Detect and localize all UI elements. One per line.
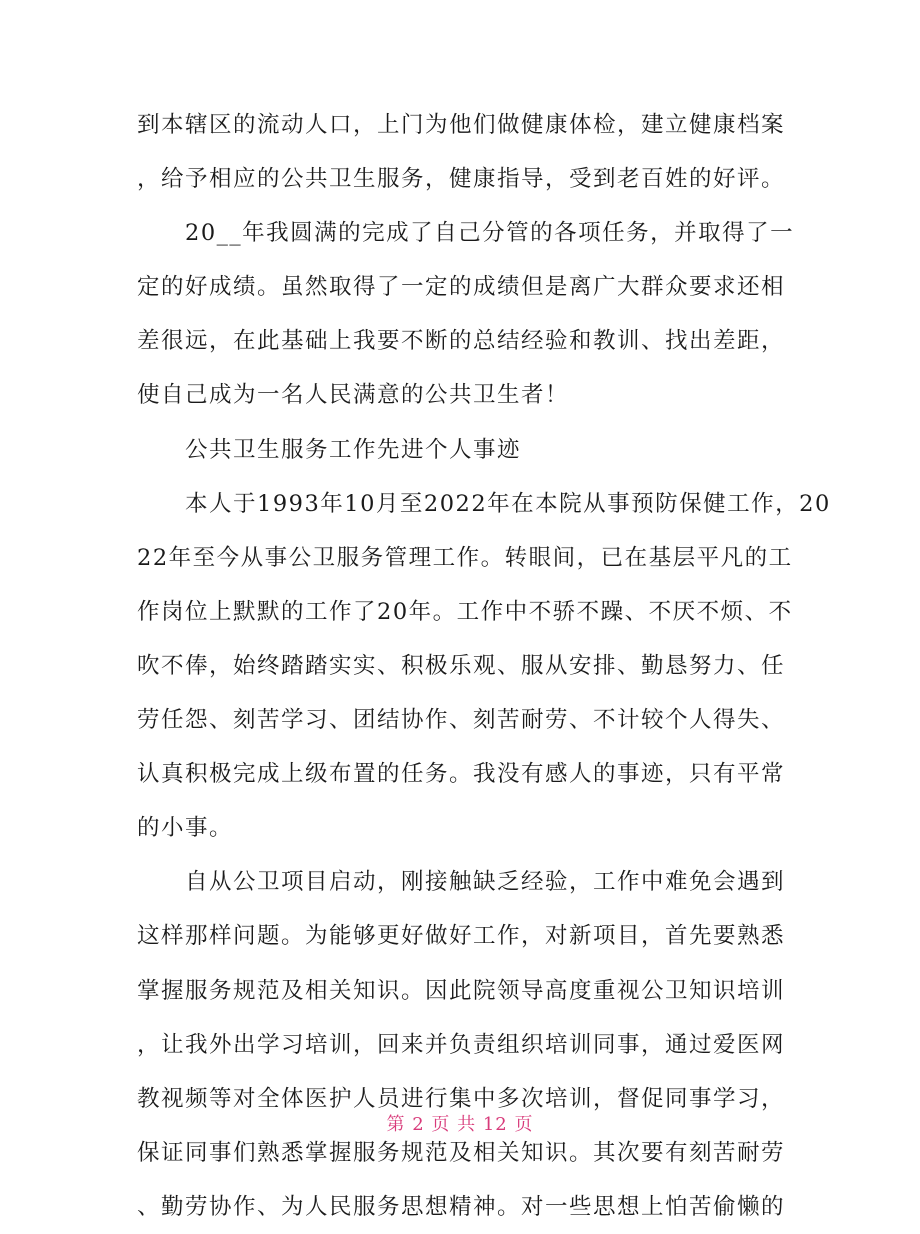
text-line-21: 、勤劳协作、为人民服务思想精神。对一些思想上怕苦偷懒的 (137, 1193, 786, 1220)
text-line-18: ，让我外出学习培训，回来并负责组织培训同事，通过爱医网 (137, 1031, 786, 1058)
text-line-10: 作岗位上默默的工作了20年。工作中不骄不躁、不厌不烦、不 (137, 598, 793, 625)
text-line-17: 掌握服务规范及相关知识。因此院领导高度重视公卫知识培训 (137, 977, 786, 1004)
text-line-1: 到本辖区的流动人口，上门为他们做健康体检，建立健康档案 (137, 112, 786, 138)
document-body (137, 98, 831, 1234)
text-line-12: 劳任怨、刻苦学习、团结协作、刻苦耐劳、不计较个人得失、 (137, 707, 786, 734)
text-line-8: 本人于1993年10月至2022年在本院从事预防保健工作，20 (137, 490, 831, 517)
text-line-14: 的小事。 (137, 815, 234, 842)
text-line-3: 20__年我圆满的完成了自己分管的各项任务，并取得了一 (137, 220, 795, 247)
text-line-5: 差很远，在此基础上我要不断的总结经验和教训、找出差距， (137, 328, 786, 355)
text-line-6: 使自己成为一名人民满意的公共卫生者！ (137, 382, 570, 409)
text-line-20: 保证同事们熟悉掌握服务规范及相关知识。其次要有刻苦耐劳 (137, 1139, 786, 1166)
text-line-2: ，给予相应的公共卫生服务，健康指导，受到老百姓的好评。 (137, 166, 786, 193)
text-line-11: 吹不俸，始终踏踏实实、积极乐观、服从安排、勤恳努力、任 (137, 652, 786, 679)
page-number-footer: 第 2 页 共 12 页 (386, 1114, 534, 1135)
text-line-13: 认真积极完成上级布置的任务。我没有感人的事迹，只有平常 (137, 761, 786, 788)
section-heading: 公共卫生服务工作先进个人事迹 (137, 436, 522, 463)
text-line-19: 教视频等对全体医护人员进行集中多次培训，督促同事学习， (137, 1085, 786, 1112)
text-line-9: 22年至今从事公卫服务管理工作。转眼间，已在基层平凡的工 (137, 544, 793, 571)
text-line-4: 定的好成绩。虽然取得了一定的成绩但是离广大群众要求还相 (137, 274, 786, 301)
text-line-16: 这样那样问题。为能够更好做好工作，对新项目，首先要熟悉 (137, 923, 786, 950)
text-line-15: 自从公卫项目启动，刚接触缺乏经验，工作中难免会遇到 (137, 869, 786, 896)
